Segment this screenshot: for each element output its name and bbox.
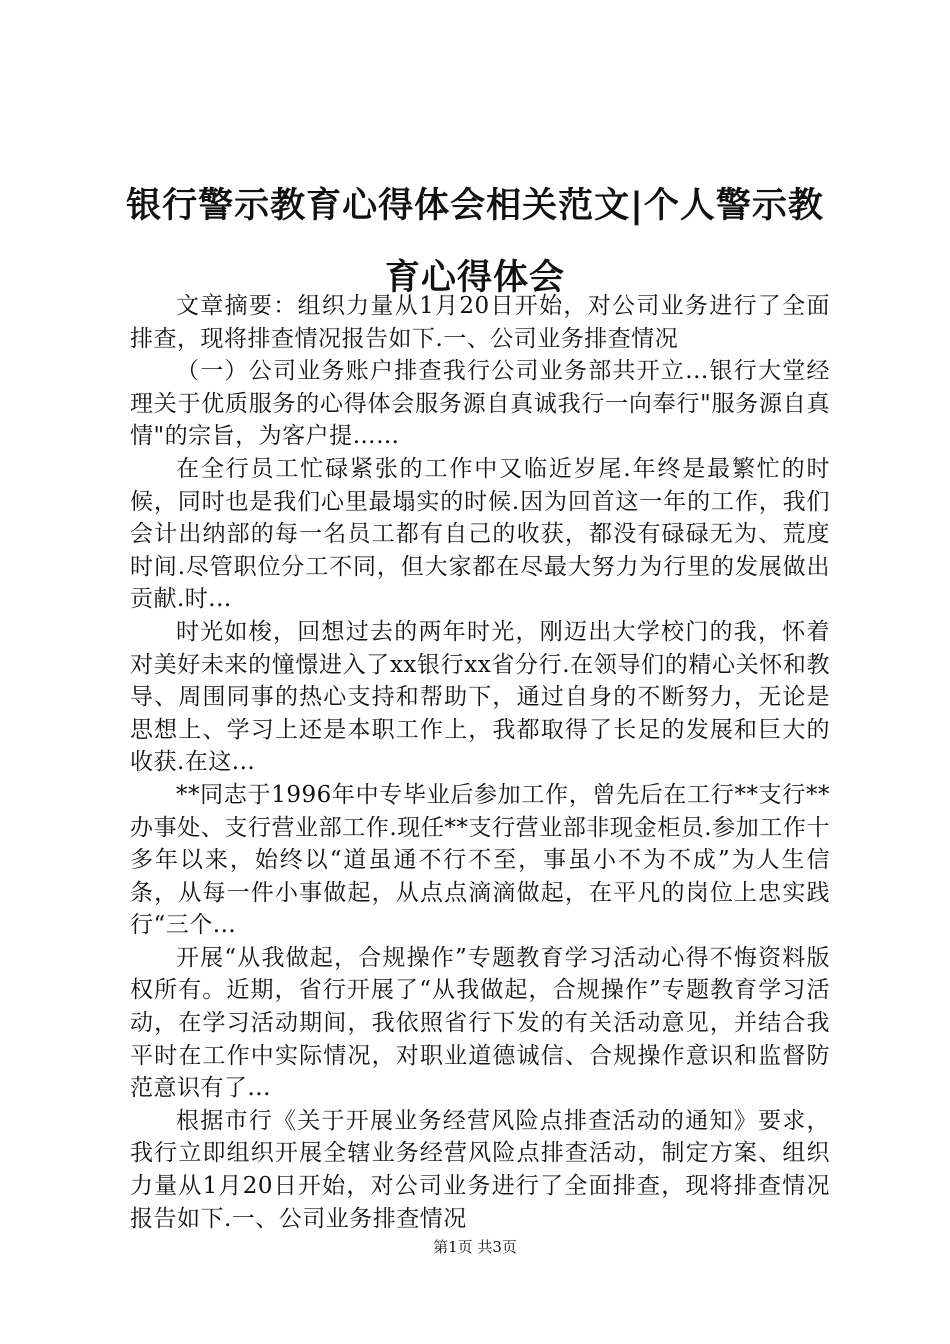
paragraph-3: 在全行员工忙碌紧张的工作中又临近岁尾.年终是最繁忙的时候，同时也是我们心里最塌实的时候.因为回首这一年的工作，我们会计出纳部的每一名员工都有自己的收获，都没有碌碌无为、荒度时间.尽管职位分工不同，但大家都在尽最大努力为行里的发展做出贡献.时...	[130, 455, 830, 613]
document-body	[130, 290, 830, 1235]
paragraph-5: **同志于1996年中专毕业后参加工作，曾先后在工行**支行**办事处、支行营业部工作.现任**支行营业部非现金柜员.参加工作十多年以来，始终以“道虽通不行不至，事虽小不为不成”为人生信条，从每一件小事做起，从点点滴滴做起，在平凡的岗位上忠实践行“三个...	[130, 781, 830, 939]
paragraph-7: 根据市行《关于开展业务经营风险点排查活动的通知》要求，我行立即组织开展全辖业务经营风险点排查活动，制定方案、组织力量从1月20日开始，对公司业务进行了全面排查，现将排查情况报告如下.一、公司业务排查情况	[130, 1107, 830, 1232]
paragraph-1: 文章摘要：组织力量从1月20日开始，对公司业务进行了全面排查，现将排查情况报告如下.一、公司业务排查情况	[130, 293, 830, 352]
document-title: 银行警示教育心得体会相关范文|个人警示教育心得体会	[126, 186, 824, 298]
paragraph-4: 时光如梭，回想过去的两年时光，刚迈出大学校门的我，怀着对美好未来的憧憬进入了xx银行xx省分行.在领导们的精心关怀和教导、周围同事的热心支持和帮助下，通过自身的不断努力，无论是思想上、学习上还是本职工作上，我都取得了长足的发展和巨大的收获.在这...	[130, 618, 830, 776]
page-number-footer: 第1页 共3页	[433, 1238, 517, 1256]
paragraph-2: （一）公司业务账户排查我行公司业务部共开立...银行大堂经理关于优质服务的心得体会服务源自真诚我行一向奉行"服务源自真情"的宗旨，为客户提……	[130, 358, 830, 450]
paragraph-6: 开展“从我做起，合规操作”专题教育学习活动心得不悔资料版权所有。近期，省行开展了“从我做起，合规操作”专题教育学习活动，在学习活动期间，我依照省行下发的有关活动意见，并结合我平时在工作中实际情况，对职业道德诚信、合规操作意识和监督防范意识有了...	[130, 944, 830, 1102]
